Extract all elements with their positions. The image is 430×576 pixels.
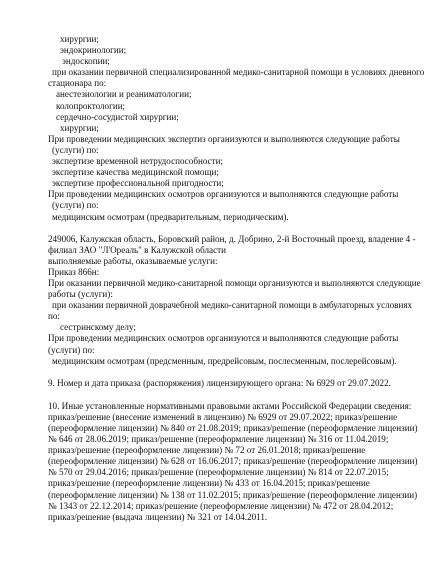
branch-address-block — [48, 233, 421, 367]
spacer — [48, 367, 400, 378]
list-item: колопроктологии; — [56, 100, 126, 111]
list-item: приказ/решение (переоформление лицензии) № 433 от 16.04.2015; приказ/решение — [48, 478, 370, 489]
list-item: При проведении медицинских осмотров организуются и выполняются следующие работы — [48, 189, 399, 200]
list-item: хирургии; — [60, 34, 99, 44]
list-item: стационара по: — [48, 78, 107, 89]
list-item: (услуги) по: — [48, 344, 95, 355]
list-item: эндокринологии; — [60, 45, 127, 56]
list-item: № 1343 от 22.12.2014; приказ/решение (переоформление лицензии) № 472 от 28.04.2012; — [48, 500, 394, 511]
list-item: При оказании первичной медико-санитарной помощи организуются и выполняются следующие — [48, 277, 421, 288]
list-item: сердечно-сосудистой хирургии; — [56, 111, 179, 122]
order-number-section: 9. Номер и дата приказа (распоряжения) лицензирующего органа: № 6929 от 29.07.2022. — [48, 377, 391, 388]
list-item: при оказании первичной специализированной медико-санитарной помощи в условиях дневного — [52, 67, 425, 78]
list-item: приказ/решение (внесение изменений в лицензию) № 6929 от 29.07.2022; приказ/решение — [48, 411, 398, 422]
branch-name: филиал ЗАО "Л'Ореаль" в Калужской области — [48, 244, 226, 255]
list-item: При проведении медицинских экспертиз организуются и выполняются следующие работы — [48, 133, 400, 144]
list-item: (услуги) по: — [52, 144, 99, 155]
spacer — [48, 389, 400, 401]
list-item: При проведении медицинских осмотров организуются и выполняются следующие работы — [48, 333, 399, 344]
list-item: № 570 от 29.04.2016; приказ/решение (переоформление лицензии) № 814 от 22.07.2015; — [48, 467, 389, 478]
list-item: при оказании первичной доврачебной медико-санитарной помощи в амбулаторных условиях — [52, 300, 413, 311]
list-item: эндоскопии; — [62, 56, 110, 67]
other-info-section — [48, 400, 418, 523]
list-item: медицинским осмотрам (предсменным, предрейсовым, послесменным, послерейсовым). — [52, 355, 397, 366]
list-item: (переоформление лицензии) № 138 от 11.02.2015; приказ/решение (переоформление лицензии) — [48, 489, 418, 500]
list-item: № 646 от 28.06.2019; приказ/решение (переоформление лицензии) № 316 от 11.04.2019; — [48, 434, 389, 445]
list-item: анестезиологии и реаниматологии; — [56, 89, 192, 100]
spacer — [48, 223, 400, 234]
list-item: хирургии; — [60, 122, 99, 133]
list-item: экспертизе качества медицинской помощи; — [52, 167, 219, 178]
list-item: работы (услуги): — [48, 289, 113, 300]
list-item: (переоформление лицензии) № 840 от 21.08.2019; приказ/решение (переоформление лицензии) — [48, 423, 418, 433]
list-item: выполняемые работы, оказываемые услуги: — [48, 255, 218, 266]
list-item: экспертизе временной нетрудоспособности; — [52, 156, 224, 167]
list-item: приказ/решение (выдача лицензии) № 321 от 14.04.2011. — [48, 511, 268, 522]
list-item: экспертизе профессиональной пригодности; — [52, 178, 224, 189]
list-item: Приказ 866н: — [48, 266, 100, 277]
address-line: 249006, Калужская область, Боровский район, д. Добрино, 2-й Восточный проезд, владение 4 - — [48, 233, 416, 244]
activities-list-block — [48, 34, 425, 223]
list-item: (услуги) по: — [52, 200, 99, 211]
list-item: сестринскому делу; — [60, 322, 136, 333]
section-heading: 10. Иные установленные нормативными правовыми актами Российской Федерации сведения: — [48, 400, 412, 411]
list-item: по: — [48, 311, 60, 322]
list-item: (переоформление лицензии) № 628 от 16.06.2017; приказ/решение (переоформление лицензии) — [48, 456, 418, 467]
list-item: медицинским осмотрам (предварительным, периодическим). — [52, 211, 289, 222]
list-item: приказ/решение (переоформление лицензии) № 72 от 26.01.2018; приказ/решение — [48, 445, 366, 456]
